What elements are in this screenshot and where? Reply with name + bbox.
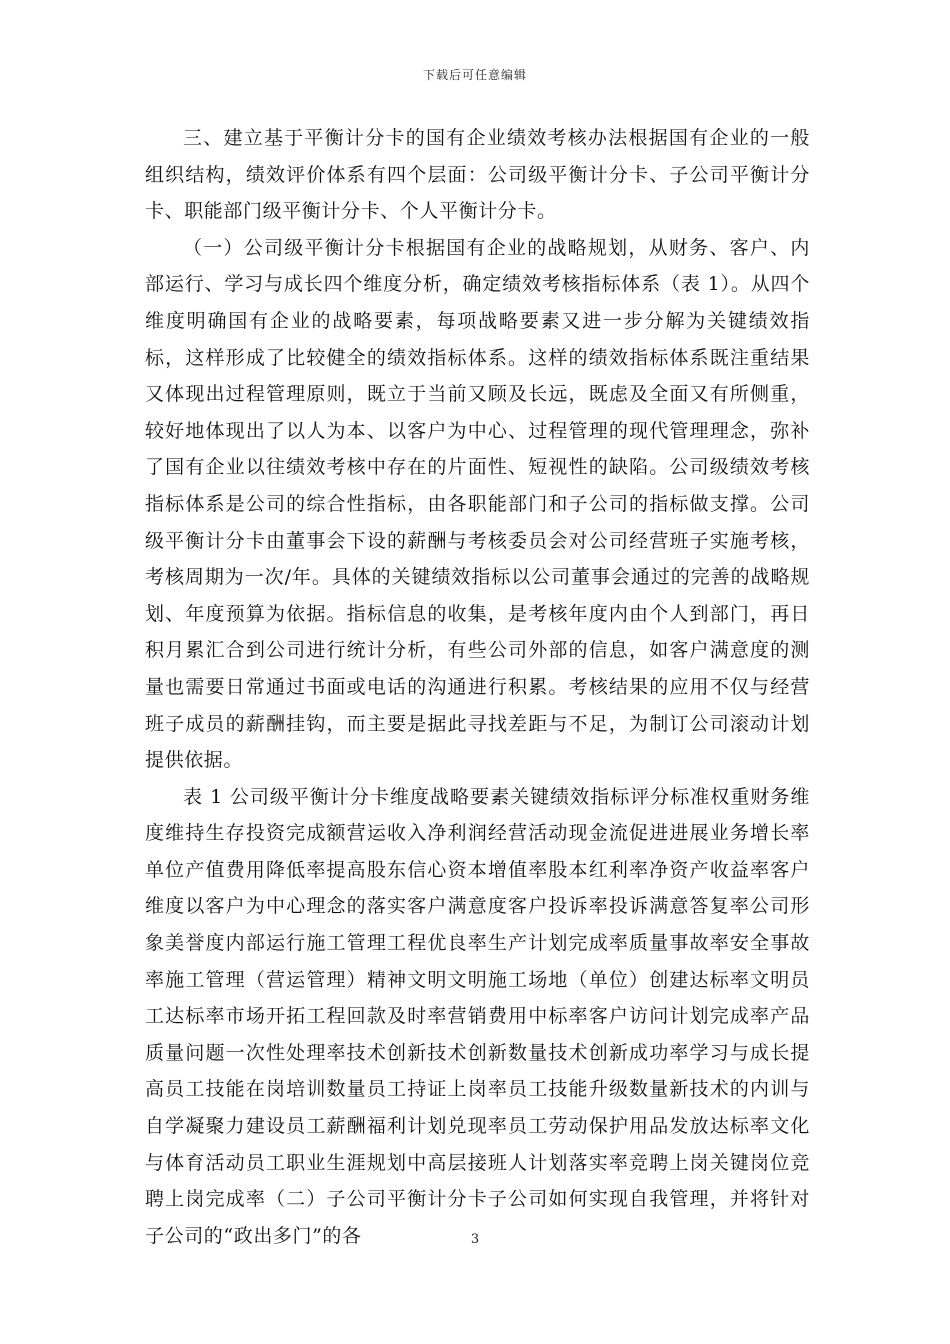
page-number: 3 (470, 1232, 480, 1247)
document-body (145, 120, 810, 1254)
page-header: 下载后可任意编辑 (422, 68, 527, 82)
paragraph-section-three: 三、建立基于平衡计分卡的国有企业绩效考核办法根据国有企业的一般组织结构，绩效评价体系有四个层面：公司级平衡计分卡、子公司平衡计分卡、职能部门级平衡计分卡、个人平衡计分卡。 (145, 127, 810, 223)
paragraph-table-one-content: 表 1 公司级平衡计分卡维度战略要素关键绩效指标评分标准权重财务维度维持生存投资完成额营运收入净利润经营活动现金流促进进展业务增长率单位产值费用降低率提高股东信心资本增值率股本红利率净资产收益率客户维度以客户为中心理念的落实客户满意度客户投诉率投诉满意答复率公司形象美誉度内部运行施工管理工程优良率生产计划完成率质量事故率安全事故率施工管理（营运管理）精神文明文明施工场地（单位）创建达标率文明员工达标率市场开拓工程回款及时率营销费用中标率客户访问计划完成率产品质量问题一次性处理率技术创新技术创新数量技术创新成功率学习与成长提高员工技能在岗培训数量员工持证上岗率员工技能升级数量新技术的内训与自学凝聚力建设员工薪酬福利计划兑现率员工劳动保护用品发放达标率文化与体育活动员工职业生涯规划中高层接班人计划落实率竞聘上岗关键岗位竞聘上岗完成率（二）子公司平衡计分卡子公司如何实现自我管理，并将针对子公司的“政出多门”的各 (145, 785, 810, 1247)
paragraph-company-level-scorecard: （一）公司级平衡计分卡根据国有企业的战略规划，从财务、客户、内部运行、学习与成长四个维度分析，确定绩效考核指标体系（表 1）。从四个维度明确国有企业的战略要素，每项战略要素又进一步分解为关键绩效指标，这样形成了比较健全的绩效指标体系。这样的绩效指标体系既注重结果又体现出过程管理原则，既立于当前又顾及长远，既虑及全面又有所侧重，较好地体现出了以人为本、以客户为中心、过程管理的现代管理理念，弥补了国有企业以往绩效考核中存在的片面性、短视性的缺陷。公司级绩效考核指标体系是公司的综合性指标，由各职能部门和子公司的指标做支撑。公司级平衡计分卡由董事会下设的薪酬与考核委员会对公司经营班子实施考核，考核周期为一次/年。具体的关键绩效指标以公司董事会通过的完善的战略规划、年度预算为依据。指标信息的收集，是考核年度内由个人到部门，再日积月累汇合到公司进行统计分析，有些公司外部的信息，如客户满意度的测量也需要日常通过书面或电话的沟通进行积累。考核结果的应用不仅与经营班子成员的薪酬挂钩，而主要是据此寻找差距与不足，为制订公司滚动计划提供依据。 (145, 236, 810, 772)
